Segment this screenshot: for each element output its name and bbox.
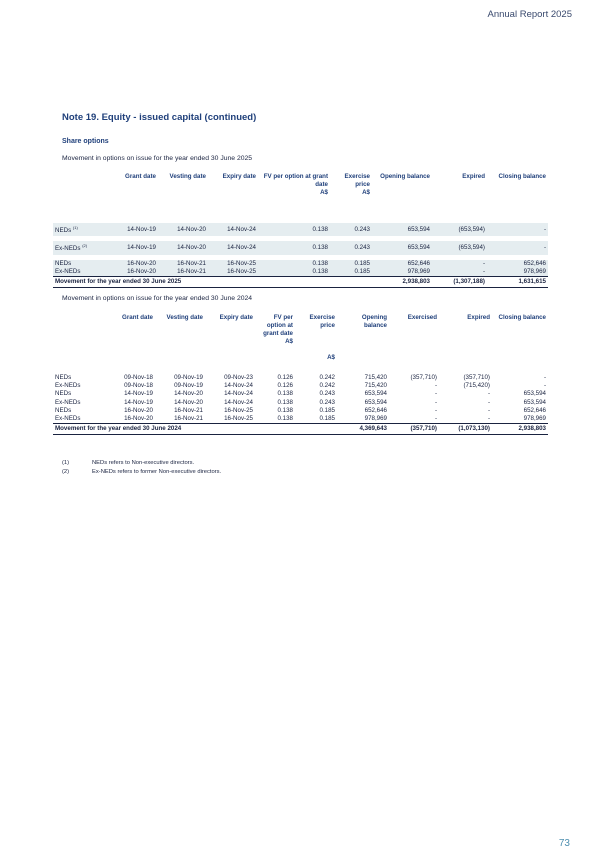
table-caption-2024: Movement in options on issue for the year ended 30 June 2024 bbox=[62, 295, 253, 302]
expired-cell: - bbox=[487, 406, 490, 414]
header-fv-unit: A$ bbox=[320, 189, 328, 196]
closing-balance-cell: - bbox=[487, 241, 548, 254]
header-exercise-price: Exercise price A$ bbox=[295, 314, 337, 374]
closing-balance-cell: - bbox=[543, 374, 546, 381]
expiry-date-cell: 16-Nov-25 bbox=[208, 260, 258, 268]
grant-date-cell: 16-Nov-20 bbox=[124, 415, 153, 423]
page-number: 73 bbox=[558, 838, 570, 849]
closing-balance-cell: 978,969 bbox=[523, 415, 546, 423]
section-subheading: Share options bbox=[62, 138, 109, 145]
vesting-date-cell: 16-Nov-21 bbox=[174, 406, 203, 414]
row-label: Ex-NEDs bbox=[55, 382, 81, 390]
expiry-date-cell: 14-Nov-24 bbox=[224, 390, 253, 398]
grant-date-cell: 14-Nov-19 bbox=[124, 390, 153, 398]
header-fv-per-option: FV per option at grant date A$ bbox=[258, 173, 330, 223]
fv-cell: 0.138 bbox=[258, 260, 330, 268]
exercise-price-cell: 0.185 bbox=[319, 406, 335, 414]
expired-cell: (653,594) bbox=[432, 241, 487, 254]
header-grant-date: Grant date bbox=[122, 314, 153, 321]
exercised-cell: - bbox=[434, 390, 437, 398]
exercise-price-cell: 0.242 bbox=[319, 382, 335, 390]
grant-date-cell: 14-Nov-19 bbox=[108, 241, 158, 254]
table-row bbox=[53, 407, 548, 415]
exercise-price-cell: 0.243 bbox=[319, 398, 335, 406]
exercised-cell: - bbox=[434, 398, 437, 406]
fv-cell: 0.138 bbox=[277, 415, 293, 423]
closing-balance-cell: 653,594 bbox=[523, 390, 546, 398]
grant-date-cell: 16-Nov-20 bbox=[108, 260, 158, 268]
total-label: Movement for the year ended 30 June 2025 bbox=[53, 276, 372, 287]
expired-cell: - bbox=[487, 390, 490, 398]
closing-balance-cell: - bbox=[487, 223, 548, 236]
vesting-date-cell: 14-Nov-20 bbox=[174, 398, 203, 406]
header-closing-balance: Closing balance bbox=[498, 314, 546, 321]
exercised-cell: - bbox=[434, 406, 437, 414]
opening-balance-cell: 653,594 bbox=[372, 241, 432, 254]
table-caption-2025: Movement in options on issue for the year ended 30 June 2025 bbox=[62, 155, 253, 162]
total-opening-balance: 4,369,643 bbox=[337, 424, 389, 435]
header-label bbox=[53, 314, 105, 374]
opening-balance-cell: 653,594 bbox=[364, 390, 387, 398]
footnote-number: (1) bbox=[62, 460, 70, 466]
footnote-ref: (2) bbox=[82, 243, 88, 249]
opening-balance-cell: 653,594 bbox=[372, 223, 432, 236]
header-grant-date: Grant date bbox=[125, 173, 156, 180]
exercise-price-cell: 0.185 bbox=[330, 260, 372, 268]
row-label: NEDs bbox=[55, 390, 72, 398]
total-opening-balance: 2,938,803 bbox=[372, 276, 432, 287]
total-closing-balance: 1,631,615 bbox=[487, 276, 548, 287]
row-label: Ex-NEDs bbox=[55, 245, 81, 253]
footnotes bbox=[62, 459, 221, 477]
exercise-price-cell: 0.185 bbox=[319, 415, 335, 423]
header-expiry-date: Expiry date bbox=[222, 173, 256, 180]
exercise-price-cell: 0.242 bbox=[319, 374, 335, 381]
row-label: NEDs bbox=[55, 406, 72, 414]
expiry-date-cell: 09-Nov-23 bbox=[224, 374, 253, 381]
total-exercised: (357,710) bbox=[389, 424, 439, 435]
vesting-date-cell: 14-Nov-20 bbox=[158, 223, 208, 236]
footnote-number: (2) bbox=[62, 469, 70, 475]
table-header-row bbox=[53, 314, 548, 374]
grant-date-cell: 14-Nov-19 bbox=[124, 398, 153, 406]
exercise-price-cell: 0.185 bbox=[330, 268, 372, 277]
exercised-cell: - bbox=[434, 415, 437, 423]
header-exercise-unit: A$ bbox=[362, 189, 370, 196]
grant-date-cell: 16-Nov-20 bbox=[124, 406, 153, 414]
header-vesting-date: Vesting date bbox=[169, 173, 206, 180]
header-label bbox=[53, 173, 108, 223]
options-table-2025 bbox=[53, 173, 548, 288]
expiry-date-cell: 14-Nov-24 bbox=[208, 241, 258, 254]
exercise-price-cell: 0.243 bbox=[319, 390, 335, 398]
header-exercise-price: Exercise price A$ bbox=[330, 173, 372, 223]
table-row bbox=[53, 374, 548, 382]
opening-balance-cell: 715,420 bbox=[364, 382, 387, 390]
note-heading: Note 19. Equity - issued capital (continued) bbox=[62, 112, 257, 123]
total-row bbox=[53, 276, 548, 287]
header-fv-unit: A$ bbox=[285, 338, 293, 345]
closing-balance-cell: 652,646 bbox=[487, 260, 548, 268]
total-expired: (1,073,130) bbox=[439, 424, 492, 435]
vesting-date-cell: 09-Nov-19 bbox=[174, 374, 203, 381]
row-label: Ex-NEDs bbox=[55, 398, 81, 406]
header-closing-balance: Closing balance bbox=[498, 173, 546, 180]
closing-balance-cell: - bbox=[543, 382, 546, 390]
opening-balance-cell: 978,969 bbox=[372, 268, 432, 277]
closing-balance-cell: 653,594 bbox=[523, 398, 546, 406]
total-row bbox=[53, 424, 548, 435]
vesting-date-cell: 09-Nov-19 bbox=[174, 382, 203, 390]
exercise-price-cell: 0.243 bbox=[330, 241, 372, 254]
expiry-date-cell: 14-Nov-24 bbox=[208, 223, 258, 236]
footnote-ref: (1) bbox=[72, 225, 78, 230]
table-row bbox=[53, 390, 548, 398]
expired-cell: - bbox=[487, 415, 490, 423]
table-row bbox=[53, 268, 548, 277]
expiry-date-cell: 16-Nov-25 bbox=[224, 415, 253, 423]
exercised-cell: - bbox=[434, 382, 437, 390]
footnote-text: Ex-NEDs refers to former Non-executive directors. bbox=[92, 469, 222, 475]
header-expiry-date: Expiry date bbox=[219, 314, 253, 321]
table-row bbox=[53, 415, 548, 424]
row-label: Ex-NEDs bbox=[53, 268, 108, 277]
expiry-date-cell: 16-Nov-25 bbox=[224, 406, 253, 414]
header-fv-per-option: FV per option at grant date A$ bbox=[255, 314, 295, 374]
expired-cell: - bbox=[432, 268, 487, 277]
header-expired: Expired bbox=[462, 173, 485, 180]
expiry-date-cell: 14-Nov-24 bbox=[224, 382, 253, 390]
grant-date-cell: 09-Nov-18 bbox=[124, 374, 153, 381]
closing-balance-cell: 978,969 bbox=[487, 268, 548, 277]
vesting-date-cell: 14-Nov-20 bbox=[174, 390, 203, 398]
vesting-date-cell: 14-Nov-20 bbox=[158, 241, 208, 254]
row-label: NEDs bbox=[53, 260, 108, 268]
header-exercise-unit: A$ bbox=[327, 354, 335, 361]
table-row bbox=[53, 399, 548, 407]
report-title: Annual Report 2025 bbox=[487, 9, 572, 20]
expired-cell: (357,710) bbox=[463, 374, 490, 381]
opening-balance-cell: 715,420 bbox=[364, 374, 387, 381]
fv-cell: 0.126 bbox=[277, 382, 293, 390]
vesting-date-cell: 16-Nov-21 bbox=[158, 260, 208, 268]
options-table-2024 bbox=[53, 314, 548, 435]
exercised-cell: (357,710) bbox=[410, 374, 437, 381]
footnote bbox=[62, 459, 221, 468]
grant-date-cell: 16-Nov-20 bbox=[108, 268, 158, 277]
expiry-date-cell: 16-Nov-25 bbox=[208, 268, 258, 277]
fv-cell: 0.138 bbox=[258, 223, 330, 236]
row-label: Ex-NEDs bbox=[55, 415, 81, 423]
header-vesting-date: Vesting date bbox=[166, 314, 203, 321]
exercise-price-cell: 0.243 bbox=[330, 223, 372, 236]
header-expired: Expired bbox=[467, 314, 490, 321]
row-label: NEDs bbox=[55, 374, 72, 381]
expiry-date-cell: 14-Nov-24 bbox=[224, 398, 253, 406]
expired-cell: (653,594) bbox=[432, 223, 487, 236]
expired-cell: - bbox=[432, 260, 487, 268]
table-header-row bbox=[53, 173, 548, 223]
fv-cell: 0.138 bbox=[258, 241, 330, 254]
fv-cell: 0.138 bbox=[258, 268, 330, 277]
fv-cell: 0.138 bbox=[277, 406, 293, 414]
footnote bbox=[62, 468, 221, 477]
footnote-text: NEDs refers to Non-executive directors. bbox=[92, 460, 195, 466]
opening-balance-cell: 652,646 bbox=[372, 260, 432, 268]
opening-balance-cell: 652,646 bbox=[364, 406, 387, 414]
vesting-date-cell: 16-Nov-21 bbox=[174, 415, 203, 423]
header-exercised: Exercised bbox=[407, 314, 437, 321]
table-row bbox=[53, 382, 548, 390]
header-opening-balance: Opening balance bbox=[361, 314, 387, 329]
table-row bbox=[53, 260, 548, 268]
opening-balance-cell: 653,594 bbox=[364, 398, 387, 406]
grant-date-cell: 14-Nov-19 bbox=[108, 223, 158, 236]
header-opening-balance: Opening balance bbox=[380, 173, 430, 180]
fv-cell: 0.138 bbox=[277, 398, 293, 406]
total-expired: (1,307,188) bbox=[432, 276, 487, 287]
expired-cell: - bbox=[487, 398, 490, 406]
grant-date-cell: 09-Nov-18 bbox=[124, 382, 153, 390]
fv-cell: 0.126 bbox=[277, 374, 293, 381]
opening-balance-cell: 978,969 bbox=[364, 415, 387, 423]
table-row bbox=[53, 241, 548, 254]
fv-cell: 0.138 bbox=[277, 390, 293, 398]
closing-balance-cell: 652,646 bbox=[523, 406, 546, 414]
row-label: NEDs bbox=[55, 227, 72, 235]
table-row bbox=[53, 223, 548, 236]
total-closing-balance: 2,938,803 bbox=[492, 424, 548, 435]
total-label: Movement for the year ended 30 June 2024 bbox=[53, 424, 337, 435]
expired-cell: (715,420) bbox=[463, 382, 490, 390]
vesting-date-cell: 16-Nov-21 bbox=[158, 268, 208, 277]
